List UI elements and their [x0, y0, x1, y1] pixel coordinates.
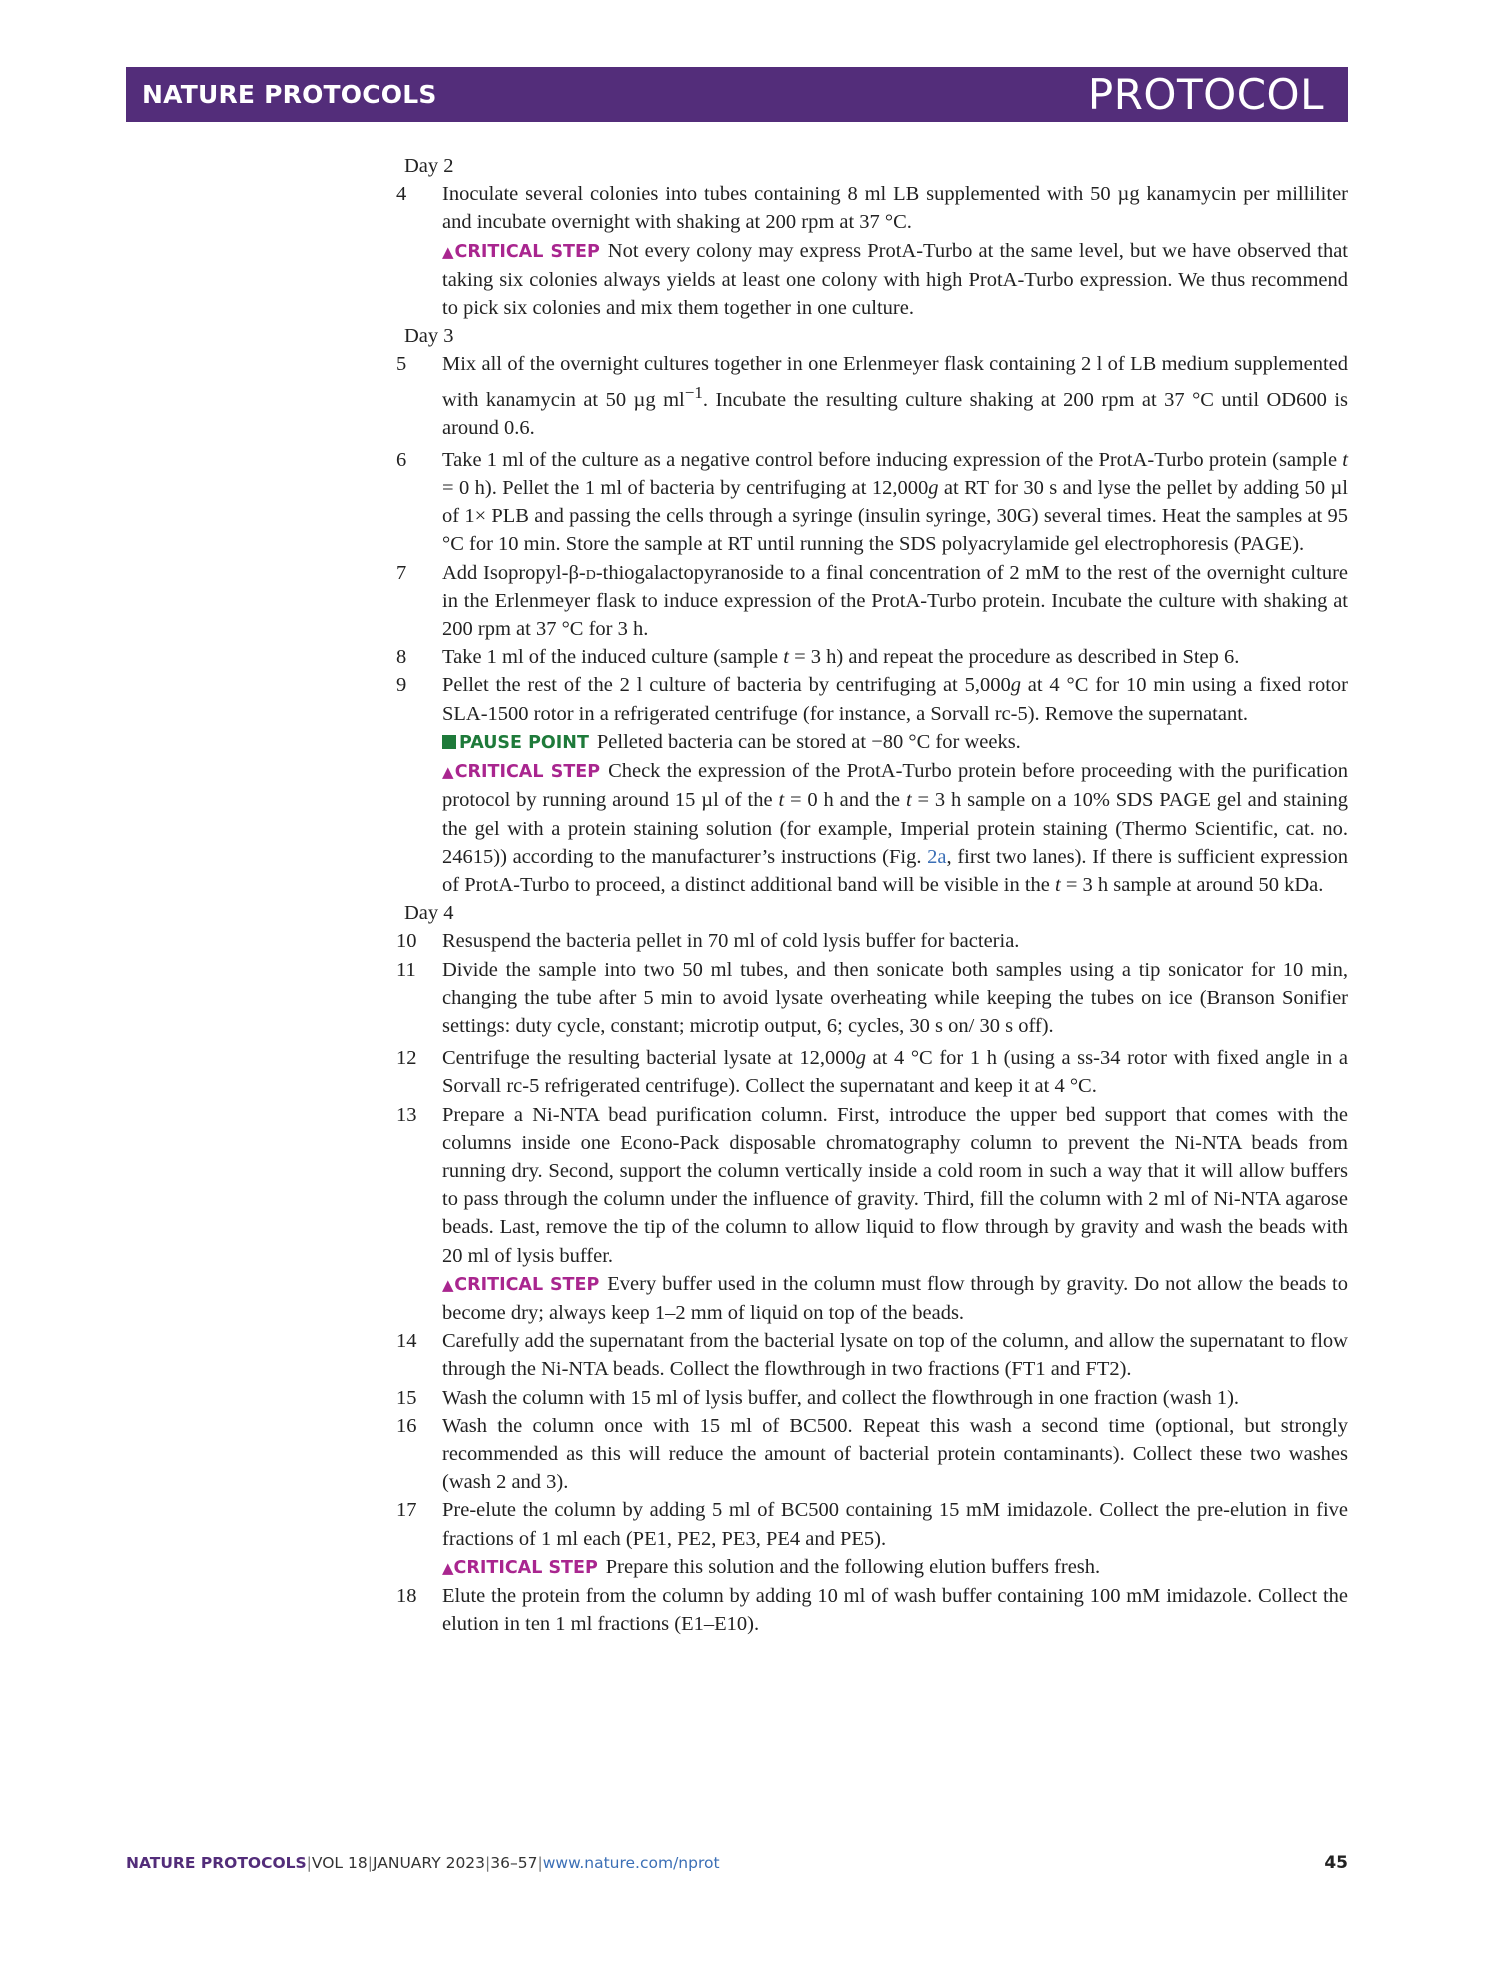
step-number: 10	[396, 930, 417, 953]
critical-label-text: CRITICAL STEP	[454, 1274, 600, 1295]
warning-triangle-icon: ▲	[442, 763, 455, 782]
step-number: 7	[396, 561, 407, 584]
note-text: Every buffer used in the column must flow through by gravity. Do not allow the beads to become dry; always keep 1–2 mm of liquid on top of the beads.	[442, 1272, 1348, 1324]
step-13	[396, 1101, 1348, 1270]
footer-url-link[interactable]: www.nature.com/nprot	[542, 1854, 720, 1872]
footer-journal: NATURE PROTOCOLS	[126, 1854, 307, 1872]
step-number: 14	[396, 1330, 417, 1353]
step-12	[396, 1044, 1348, 1100]
critical-step-note	[442, 1270, 1348, 1327]
day-heading: Day 2	[404, 155, 454, 177]
step-8	[396, 643, 1348, 671]
text-run: = 3 h) and repeat the procedure as described in Step 6.	[788, 646, 1240, 669]
text-run: at 4 °C for 10 min using a fixed rotor SLA-1500 rotor in a refrigerated centrifuge (for instance, a Sorvall rc-5). Remove the supernatant.	[442, 674, 1348, 725]
critical-step-note	[442, 757, 1348, 899]
step-text: Wash the column once with 15 ml of BC500. Repeat this wash a second time (optional, but strongly recommended as this will reduce the amount of bacterial protein contaminants). Collect these two washes (wash 2 and 3).	[442, 1414, 1348, 1494]
critical-label-text: CRITICAL STEP	[454, 241, 600, 262]
step-6	[396, 446, 1348, 559]
critical-step-label	[442, 762, 600, 782]
step-14	[396, 1327, 1348, 1383]
text-run: Check the expression of the ProtA-Turbo protein before proceeding with the purification protocol by running around 15 µl of the	[442, 760, 1348, 812]
text-run: = 3 h sample at around 50 kDa.	[1060, 873, 1324, 896]
text-run: = 0 h). Pellet the 1 ml of bacteria by centrifuging at 12,000	[442, 477, 929, 500]
separator: |	[367, 1854, 373, 1872]
critical-label-text: CRITICAL STEP	[454, 762, 601, 783]
step-number: 5	[396, 353, 407, 376]
step-text	[442, 446, 1348, 559]
step-7	[396, 559, 1348, 644]
text-run: at RT for 30 s and lyse the pellet by adding 50 µl of 1× PLB and passing the cells through a syringe (insulin syringe, 30G) several times. Heat the samples at 95 °C for 10 min. Store the sample at RT until running the SDS polyacrylamide gel electrophoresis (PAGE).	[442, 477, 1348, 556]
step-10	[396, 927, 1348, 955]
warning-triangle-icon: ▲	[442, 242, 455, 261]
text-run: = 3 h sample on a 10% SDS PAGE gel and staining the gel with a protein staining solution (for example, Imperial protein staining (Thermo Scientific, cat. no. 24615)) according to the manufacturer’s instructions (Fig.	[442, 789, 1348, 868]
step-number: 4	[396, 183, 407, 206]
step-17	[396, 1496, 1348, 1552]
step-text: Pre-elute the column by adding 5 ml of BC500 containing 15 mM imidazole. Collect the pre-elution in five fractions of 1 ml each (PE1, PE2, PE3, PE4 and PE5).	[442, 1499, 1348, 1550]
step-number: 18	[396, 1584, 417, 1607]
pause-point-note	[442, 728, 1348, 757]
step-number: 8	[396, 646, 407, 669]
step-number: 13	[396, 1103, 417, 1126]
page-number: 45	[1324, 1853, 1348, 1873]
step-number: 17	[396, 1499, 417, 1522]
footer-citation	[126, 1854, 720, 1872]
footer-volume: VOL 18	[311, 1854, 368, 1872]
critical-step-label	[442, 1558, 598, 1578]
journal-name: NATURE PROTOCOLS	[142, 80, 437, 109]
step-text	[442, 350, 1348, 441]
italic-symbol: t	[778, 789, 785, 812]
warning-triangle-icon: ▲	[442, 1558, 454, 1577]
italic-symbol: t	[905, 789, 912, 812]
text-run: Mix all of the overnight cultures together in one Erlenmeyer flask containing 2 l of LB medium supplemented with kanamycin at 50 µg ml	[442, 353, 1348, 411]
footer-date: JANUARY 2023	[372, 1854, 486, 1872]
text-run: -thiogalactopyranoside to a final concentration of 2 mM to the rest of the overnight culture in the Erlenmeyer flask to induce expression of the ProtA-Turbo protein. Incubate the culture with shaking at 200 rpm at 37 °C for 3 h.	[442, 561, 1349, 641]
pause-label-text: PAUSE POINT	[459, 732, 589, 753]
separator: |	[306, 1854, 312, 1872]
footer-pages: 36–57	[490, 1854, 538, 1872]
step-text	[442, 643, 1348, 671]
critical-label-text: CRITICAL STEP	[453, 1557, 598, 1578]
italic-symbol: g	[855, 1047, 866, 1070]
italic-symbol: t	[783, 646, 789, 669]
page-footer	[126, 1853, 1348, 1873]
text-run: , first two lanes). If there is sufficient expression of ProtA-Turbo to proceed, a distinct additional band will be visible in the	[442, 845, 1348, 896]
critical-step-label	[442, 1275, 599, 1295]
critical-step-note	[442, 1553, 1348, 1582]
note-text: Not every colony may express ProtA-Turbo at the same level, but we have observed that taking six colonies always yields at least one colony with high ProtA-Turbo expression. We thus recommend to pick six colonies and mix them together in one culture.	[442, 239, 1348, 320]
step-number: 6	[396, 448, 407, 471]
step-text: Resuspend the bacteria pellet in 70 ml of cold lysis buffer for bacteria.	[442, 930, 1020, 953]
step-16	[396, 1412, 1348, 1497]
protocol-steps	[396, 152, 1348, 1638]
text-run: Centrifuge the resulting bacterial lysate at 12,000	[442, 1047, 856, 1070]
header-banner	[126, 67, 1348, 122]
step-15	[396, 1384, 1348, 1412]
article-type: PROTOCOL	[1087, 70, 1324, 119]
superscript: −1	[684, 382, 703, 402]
critical-step-note	[442, 237, 1348, 323]
step-number: 9	[396, 674, 407, 697]
small-caps-text: d	[585, 561, 596, 584]
figure-link[interactable]: 2a	[927, 845, 947, 868]
warning-triangle-icon: ▲	[442, 1275, 455, 1294]
day-heading: Day 3	[404, 325, 454, 348]
step-5	[396, 350, 1348, 441]
step-text: Elute the protein from the column by adding 10 ml of wash buffer containing 100 mM imidazole. Collect the elution in ten 1 ml fractions (E1–E10).	[442, 1584, 1348, 1636]
step-text: Carefully add the supernatant from the bacterial lysate on top of the column, and allow the supernatant to flow through the Ni-NTA beads. Collect the flowthrough in two fractions (FT1 and FT2).	[442, 1330, 1348, 1381]
italic-symbol: t	[1055, 873, 1061, 896]
italic-symbol: g	[1010, 674, 1021, 697]
text-run: Take 1 ml of the culture as a negative control before inducing expression of the ProtA-Turbo protein (sample	[442, 448, 1343, 471]
step-number: 15	[396, 1386, 417, 1409]
step-text	[442, 559, 1348, 644]
italic-symbol: g	[928, 477, 939, 500]
pause-square-icon	[442, 735, 456, 749]
note-text: Pelleted bacteria can be stored at −80 °C for weeks.	[596, 730, 1021, 753]
step-9	[396, 671, 1348, 727]
step-4	[396, 180, 1348, 236]
critical-step-label	[442, 242, 600, 262]
step-text: Wash the column with 15 ml of lysis buffer, and collect the flowthrough in one fraction (wash 1).	[442, 1386, 1240, 1409]
day-heading: Day 4	[404, 902, 454, 925]
step-text	[442, 1044, 1348, 1100]
step-number: 12	[396, 1047, 417, 1070]
italic-symbol: t	[1342, 448, 1348, 471]
text-run: = 0 h and the	[784, 789, 906, 812]
step-text	[442, 671, 1348, 727]
step-number: 11	[396, 958, 416, 981]
text-run: Pellet the rest of the 2 l culture of bacteria by centrifuging at 5,000	[442, 674, 1011, 697]
step-text: Divide the sample into two 50 ml tubes, and then sonicate both samples using a tip sonicator for 10 min, changing the tube after 5 min to avoid lysate overheating while keeping the tubes on ice (Branson Sonifier settings: duty cycle, constant; microtip output, 6; cycles, 30 s on/ 30 s off).	[442, 958, 1348, 1037]
text-run: Take 1 ml of the induced culture (sample	[442, 646, 784, 669]
step-number: 16	[396, 1414, 417, 1437]
text-run: Add Isopropyl-β-	[442, 561, 586, 584]
step-text: Prepare a Ni-NTA bead purification column. First, introduce the upper bed support that comes with the columns inside one Econo-Pack disposable chromatography column to prevent the Ni-NTA beads from running dry. Second, support the column vertically inside a cold room in such a way that it will allow buffers to pass through the column under the influence of gravity. Third, fill the column with 2 ml of Ni-NTA agarose beads. Last, remove the tip of the column to allow liquid to flow through by gravity and wash the beads with 20 ml of lysis buffer.	[442, 1103, 1348, 1267]
note-text: Prepare this solution and the following elution buffers fresh.	[605, 1555, 1101, 1578]
step-18	[396, 1582, 1348, 1638]
separator: |	[485, 1854, 491, 1872]
step-11	[396, 956, 1348, 1041]
step-text: Inoculate several colonies into tubes containing 8 ml LB supplemented with 50 µg kanamycin per milliliter and incubate overnight with shaking at 200 rpm at 37 °C.	[442, 183, 1348, 234]
text-run: . Incubate the resulting culture shaking at 200 rpm at 37 °C until OD600 is around 0.6.	[442, 388, 1348, 439]
separator: |	[537, 1854, 543, 1872]
pause-point-label	[442, 733, 589, 753]
text-run: at 4 °C for 1 h (using a ss-34 rotor with fixed angle in a Sorvall rc-5 refrigerated centrifuge). Collect the supernatant and keep it at 4 °C.	[442, 1047, 1348, 1098]
